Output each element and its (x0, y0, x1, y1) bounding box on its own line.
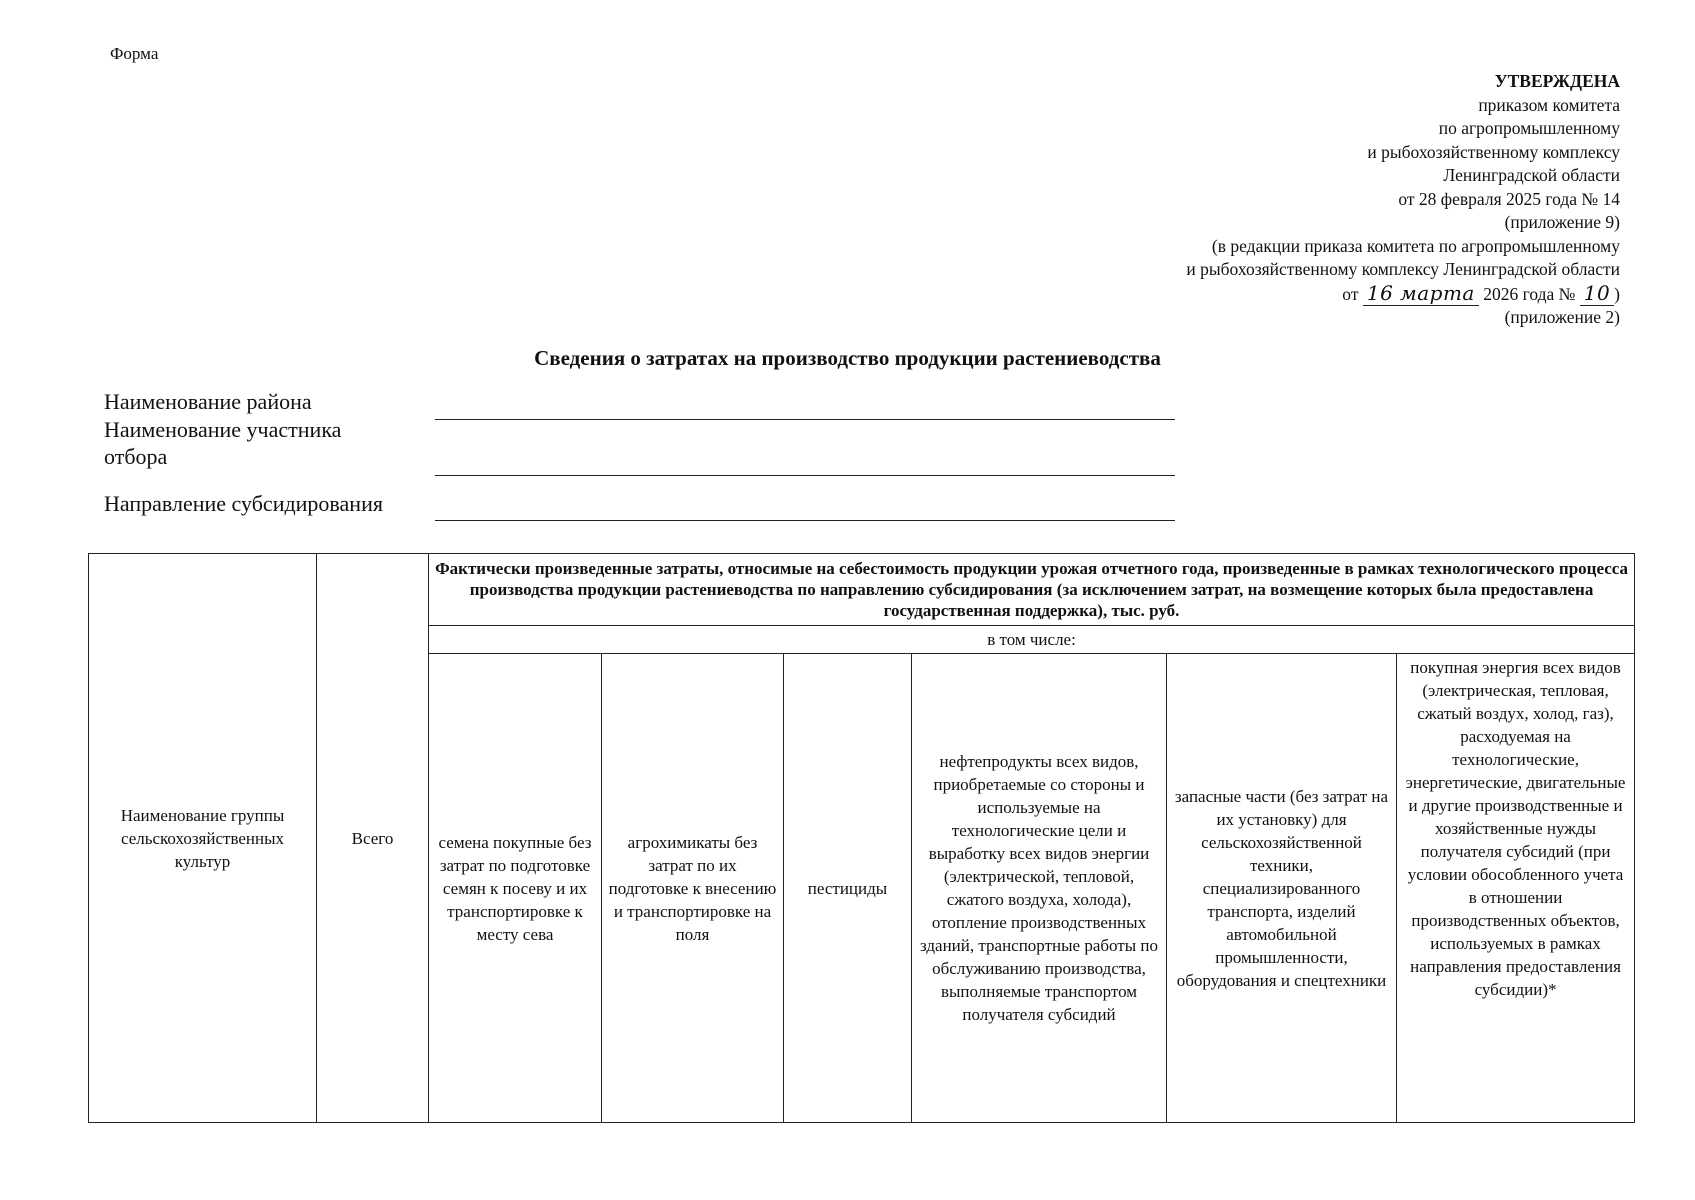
header-actual-costs: Фактически произведенные затраты, относимые на себестоимость продукции урожая отчетного года, произведенные в рамках технологического процесса производства продукции растениеводства по направлению субсидирования (за исключением затрат, на возмещение которых была предоставлена государственная поддержка), тыс. руб. (429, 554, 1635, 626)
field-label-district: Наименование района (104, 389, 312, 414)
approval-line: (в редакции приказа комитета по агропромышленному (1211, 235, 1620, 256)
approval-stamp (1186, 70, 1620, 330)
field-line-district[interactable] (435, 419, 1175, 420)
approval-line: Ленинградской области (1443, 165, 1620, 185)
field-label-direction: Направление субсидирования (104, 491, 383, 516)
approval-line: по агропромышленному (1438, 118, 1620, 138)
date-suffix: ) (1614, 283, 1620, 304)
form-label: Форма (110, 44, 159, 63)
handwritten-date: 16 марта (1363, 281, 1479, 306)
field-line-participant[interactable] (435, 475, 1175, 476)
approval-line: от 28 февраля 2025 года № 14 (1398, 188, 1620, 209)
date-middle: 2026 года № (1483, 283, 1576, 304)
subheader-agrochemicals: агрохимикаты без затрат по их подготовке к внесению и транспортировке на поля (602, 654, 784, 1123)
approval-date-line (1186, 282, 1620, 307)
date-prefix: от (1342, 283, 1359, 304)
subheader-spare-parts: запасные части (без затрат на их установку) для сельскохозяйственной техники, специализированного транспорта, изделий автомобильной промышленности, оборудования и спецтехники (1167, 654, 1397, 1123)
subheader-pesticides: пестициды (784, 654, 912, 1123)
approval-appendix: (приложение 2) (1504, 307, 1620, 327)
cost-table (88, 553, 1635, 1123)
field-label-participant: Наименование участника отбора (104, 417, 342, 469)
header-total: Всего (317, 554, 429, 1123)
header-group-name: Наименование группы сельскохозяйственных культур (89, 554, 317, 1123)
approval-line: и рыбохозяйственному комплексу Ленинградской области (1186, 259, 1620, 279)
subheader-seeds: семена покупные без затрат по подготовке семян к посеву и их транспортировке к месту сева (429, 654, 602, 1123)
approval-line: (приложение 9) (1504, 212, 1620, 232)
approval-line: приказом комитета (1478, 94, 1620, 115)
document-title: Сведения о затратах на производство продукции растениеводства (534, 346, 1161, 370)
handwritten-number: 10 (1580, 281, 1614, 306)
subheader-energy: покупная энергия всех видов (электрическая, тепловая, сжатый воздух, холод, газ), расходуемая на технологические, энергетические, двигательные и другие производственные и хозяйственные нужды получателя субсидий (при условии обособленного учета в отношении производственных объектов, используемых в рамках направления предоставления субсидии)* (1397, 654, 1635, 1123)
subheader-petroleum: нефтепродукты всех видов, приобретаемые со стороны и используемые на технологические цели и выработку всех видов энергии (электрической, тепловой, сжатого воздуха, холода), отопление производственных зданий, транспортные работы по обслуживанию производства, выполняемые транспортом получателя субсидий (912, 654, 1167, 1123)
approval-title: УТВЕРЖДЕНА (1494, 71, 1620, 91)
header-including: в том числе: (429, 626, 1635, 654)
approval-line: и рыбохозяйственному комплексу (1367, 141, 1620, 162)
field-line-direction[interactable] (435, 520, 1175, 521)
